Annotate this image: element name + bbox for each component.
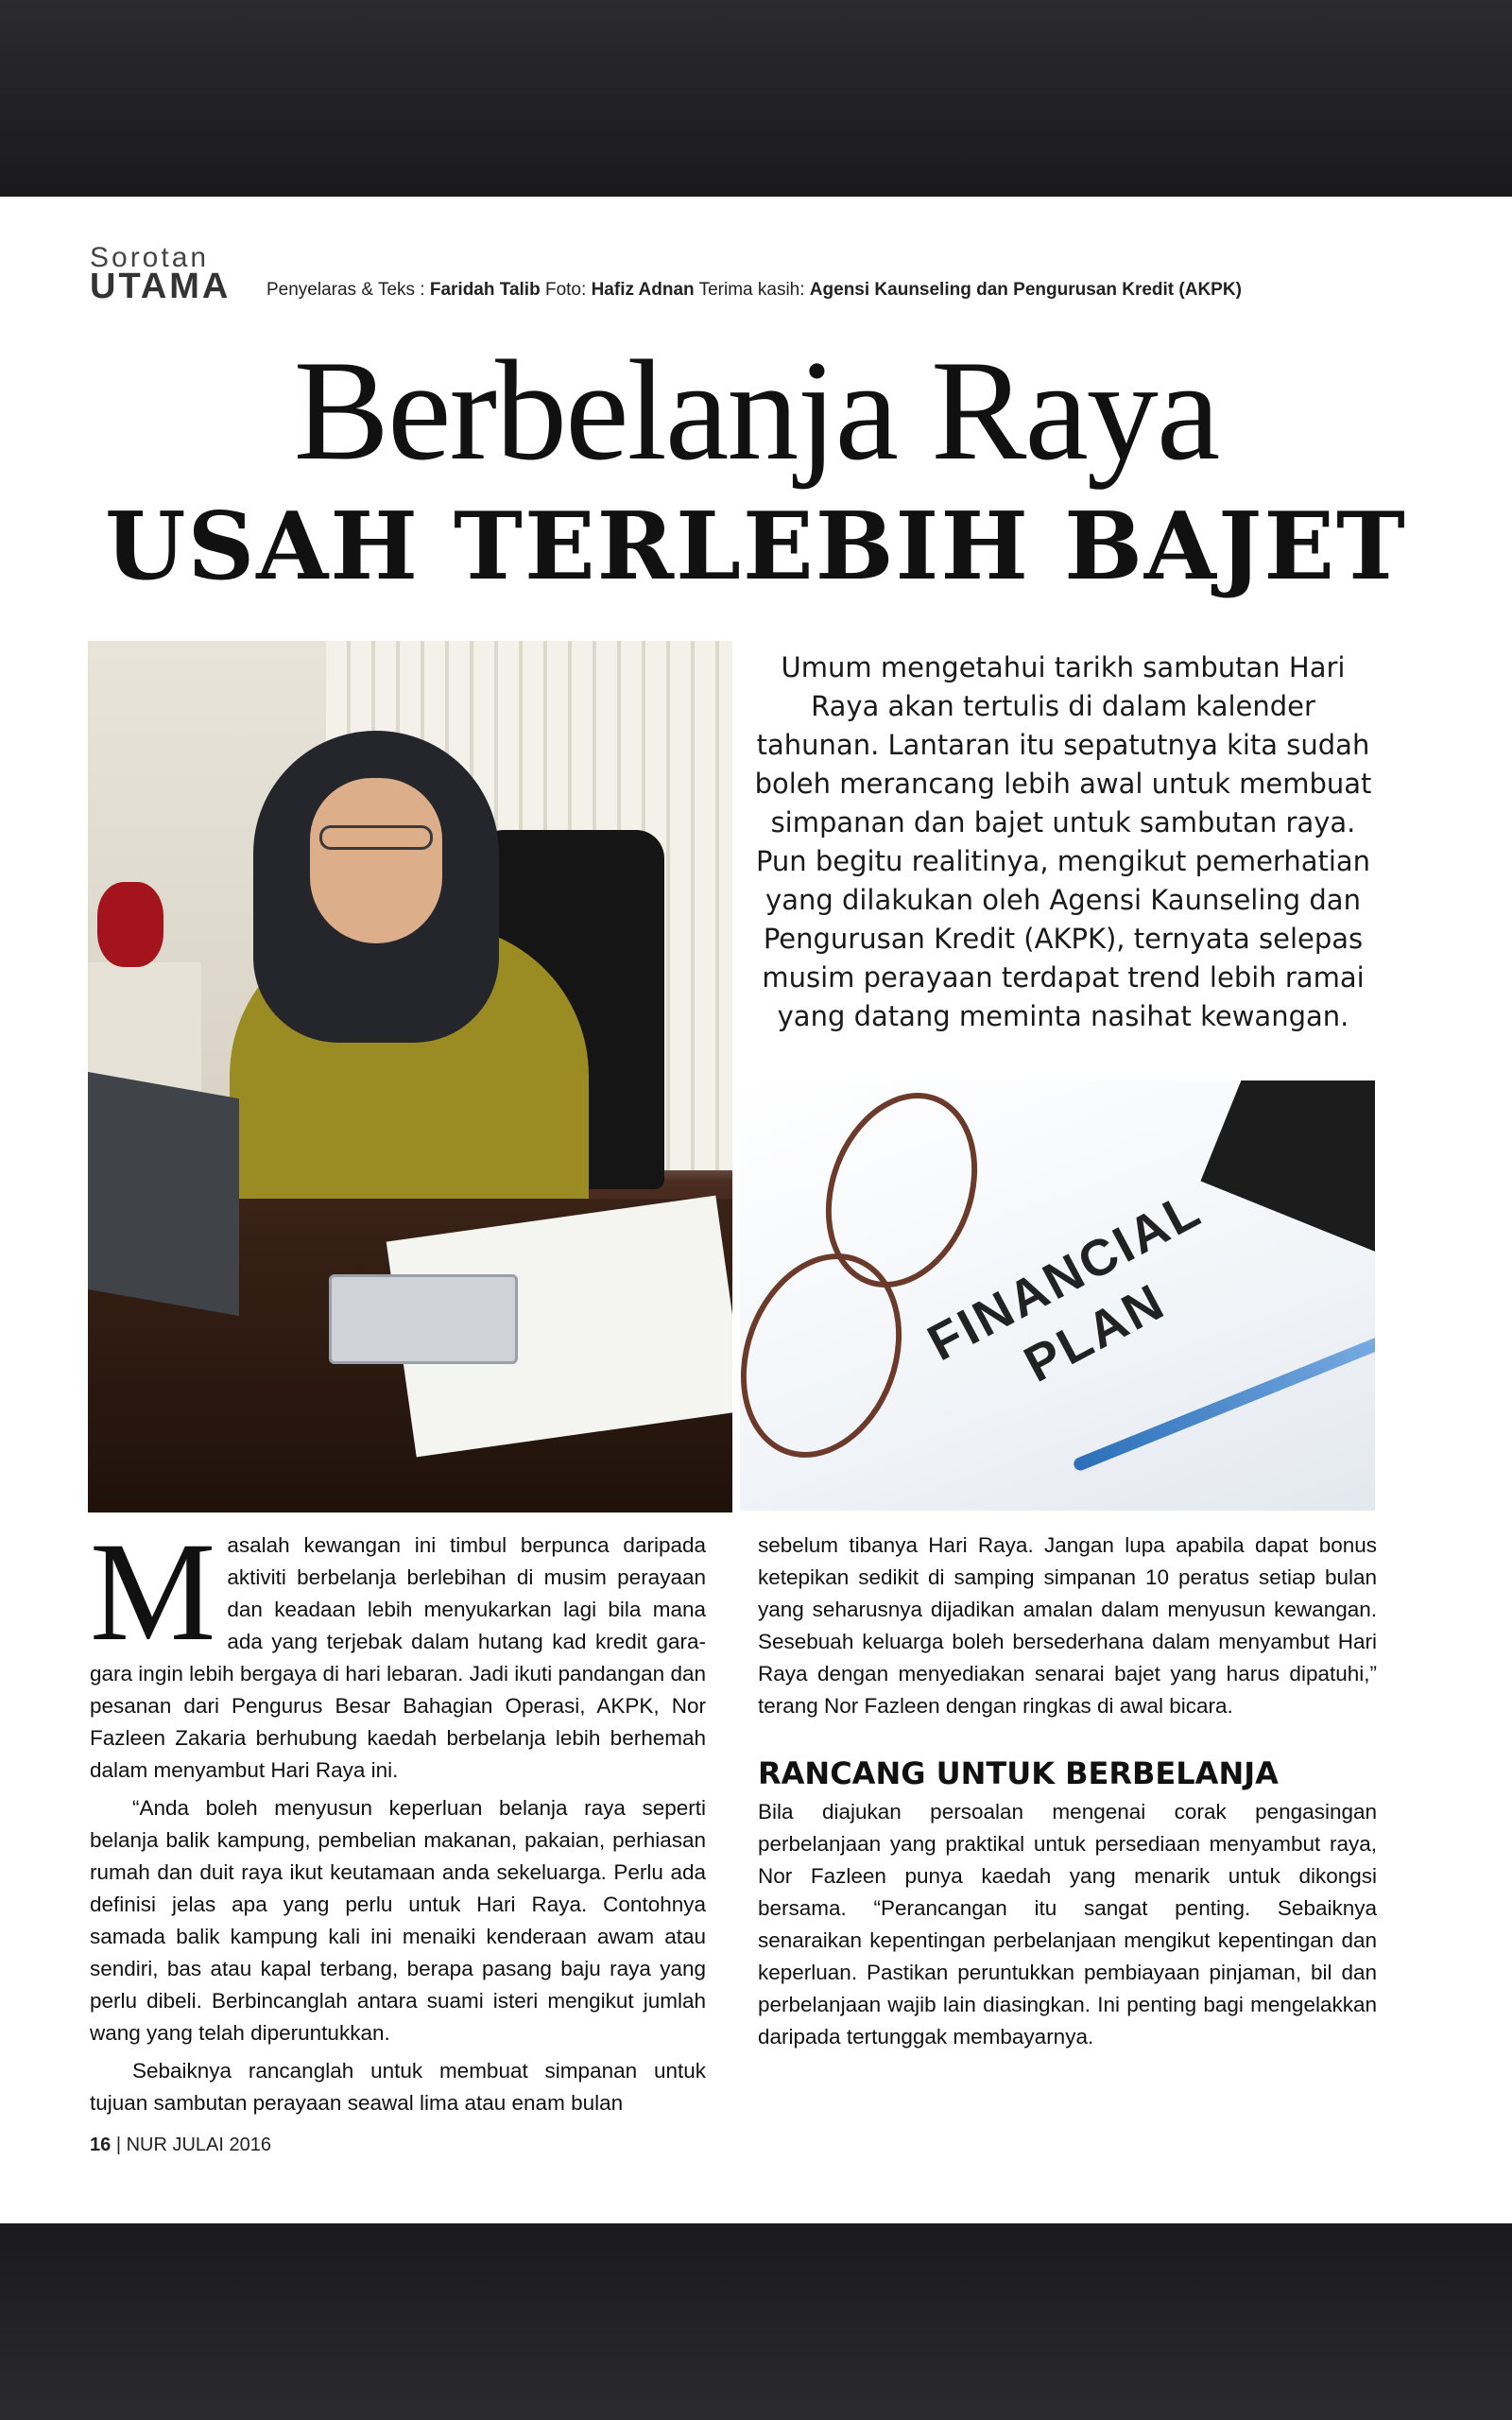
calculator	[329, 1274, 518, 1364]
headline-line-2: USAH TERLEBIH BAJET	[105, 493, 1407, 601]
page-footer	[90, 2135, 271, 2156]
article-column-left	[90, 1513, 706, 2119]
credit-prefix: Penyelaras & Teks :	[266, 280, 425, 300]
laptop	[88, 1072, 239, 1316]
article-paragraph-3: Sebaiknya rancanglah untuk membuat simpanan untuk tujuan sambutan perayaan seawal lima atau enam bulan	[90, 2059, 706, 2115]
article-column-right	[758, 1530, 1377, 2053]
financial-plan-text: FINANCIAL PLAN	[919, 1180, 1211, 1393]
article-paragraph-5: Bila diajukan persoalan mengenai corak pengasingan perbelanjaan yang praktikal untuk persediaan menyambut raya, Nor Fazleen punya kaedah yang menarik untuk dikongsi bersama. “Perancangan itu sangat penting. Sebaiknya senaraikan kepentingan perbelanjaan mengikut kepentingan dan keperluan. Pastikan peruntukkan pembiayaan pinjaman, bil dan perbelanjaan wajib lain diasingkan. Ini penting bagi mengelakkan daripada tertunggak membayarnya.	[758, 1800, 1377, 2048]
top-dark-border	[0, 0, 1512, 197]
article-credits	[266, 280, 1242, 301]
woman-glasses	[319, 825, 433, 850]
issue-label: NUR JULAI 2016	[126, 2135, 271, 2155]
credit-thanks: Agensi Kaunseling dan Pengurusan Kredit (AKPK)	[809, 280, 1242, 300]
article-paragraph-4: sebelum tibanya Hari Raya. Jangan lupa apabila dapat bonus ketepikan sedikit di samping simpanan 10 peratus setiap bulan yang seharusnya dijadikan amalan dalam menyusun kewangan. Sesebuah keluarga boleh bersederhana dalam menyambut Hari Raya dengan menyediakan senarai bajet yang harus dipatuhi,” terang Nor Fazleen dengan ringkas di awal bicara.	[758, 1533, 1377, 1718]
photo-financial-plan	[740, 1080, 1375, 1511]
article-paragraph-2: “Anda boleh menyusun keperluan belanja raya seperti belanja balik kampung, pembelian makanan, pakaian, perhiasan rumah dan duit raya ikut keutamaan anda sekeluarga. Perlu ada definisi jelas apa yang perlu untuk Hari Raya. Contohnya samada balik kampung kali ini menaiki kenderaan awam atau sendiri, bas atau kapal terbang, berapa pasang baju raya yang perlu dibeli. Berbincanglah antara suami isteri mengikut jumlah wang yang telah diperuntukkan.	[90, 1796, 706, 2045]
photo-woman-at-desk	[88, 641, 732, 1512]
intro-paragraph: Umum mengetahui tarikh sambutan Hari Raya akan tertulis di dalam kalender tahunan. Lantaran itu sepatutnya kita sudah boleh merancang lebih awal untuk membuat simpanan dan bajet untuk sambutan raya. Pun begitu realitinya, mengikut pemerhatian yang dilakukan oleh Agensi Kaunseling dan Pengurusan Kredit (AKPK), ternyata selepas musim perayaan terdapat trend lebih ramai yang datang meminta nasihat kewangan.	[754, 651, 1372, 1032]
bottom-dark-border	[0, 2223, 1512, 2420]
article-paragraph-1-text: asalah kewangan ini timbul berpunca daripada aktiviti berbelanja berlebihan di musim perayaan dan keadaan lebih menyukarkan lagi bila mana ada yang terjebak dalam hutang kad kredit gara-gara ingin lebih bergaya di hari lebaran. Jadi ikuti pandangan dan pesanan dari Pengurus Besar Bahagian Operasi, AKPK, Nor Fazleen Zakaria berhubung kaedah berbelanja lebih berhemah dalam menyambut Hari Raya ini.	[90, 1533, 706, 1782]
footer-separator: |	[115, 2135, 122, 2155]
page-number: 16	[90, 2135, 112, 2155]
credit-photographer: Hafiz Adnan	[591, 280, 695, 300]
woman-face	[310, 778, 442, 943]
credit-writer: Faridah Talib	[429, 280, 541, 300]
headline-line-1: Berbelanja Raya	[293, 331, 1219, 490]
credit-thanks-label: Terima kasih:	[698, 280, 805, 300]
magazine-page	[0, 197, 1512, 2223]
section-kicker-utama: UTAMA	[90, 267, 232, 306]
article-paragraph-1	[90, 1513, 706, 1787]
dropcap: M	[90, 1513, 216, 1670]
section-kicker-sorotan: Sorotan	[90, 242, 210, 273]
credit-photo-label: Foto:	[544, 280, 587, 300]
section-subheading: RANCANG UNTUK BERBELANJA	[758, 1755, 1279, 1791]
red-flowers	[97, 882, 163, 967]
